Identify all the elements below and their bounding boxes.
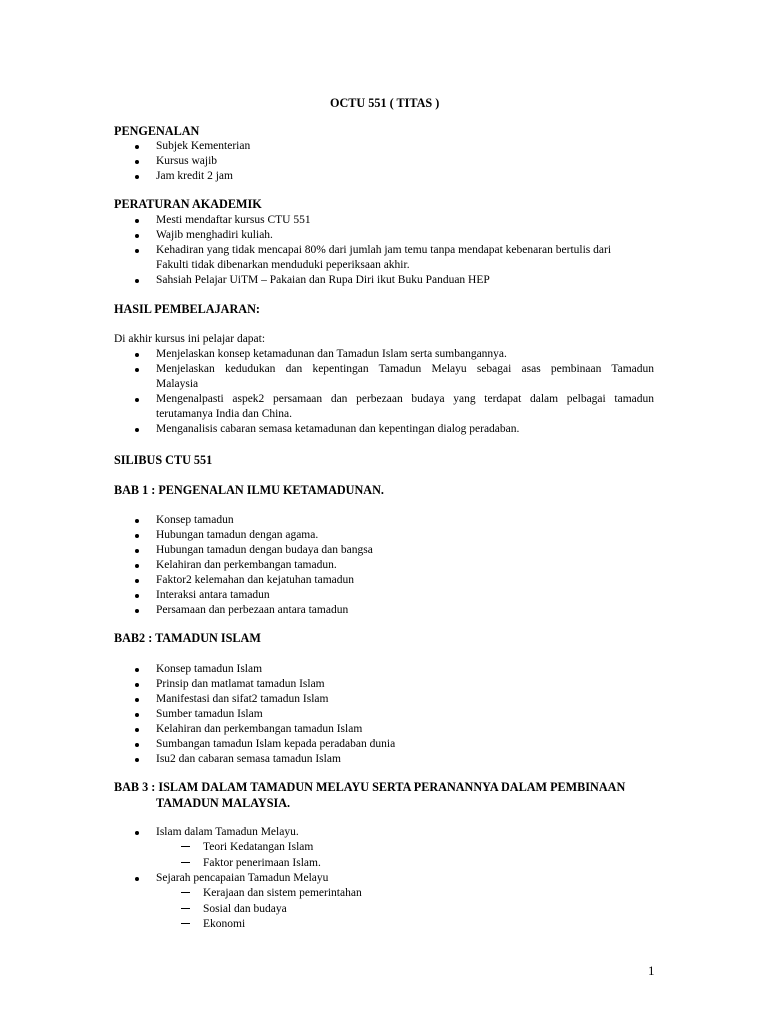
section-heading-peraturan: PERATURAN AKADEMIK — [114, 197, 262, 211]
bullet — [135, 683, 139, 687]
list-item: Prinsip dan matlamat tamadun Islam — [156, 678, 325, 690]
list-item-continuation: Fakulti tidak dibenarkan menduduki peperiksaan akhir. — [156, 259, 410, 271]
bullet — [135, 249, 139, 253]
bullet — [135, 579, 139, 583]
dash-bullet — [181, 862, 190, 863]
bullet — [135, 160, 139, 164]
bullet — [135, 534, 139, 538]
chapter-heading-bab3: BAB 3 : ISLAM DALAM TAMADUN MELAYU SERTA PERANANNYA DALAM PEMBINAAN — [114, 780, 626, 794]
dash-bullet — [181, 846, 190, 847]
list-item: Kelahiran dan perkembangan tamadun Islam — [156, 723, 363, 735]
bullet — [135, 279, 139, 283]
bullet — [135, 668, 139, 672]
section-heading-pengenalan: PENGENALAN — [114, 124, 200, 138]
list-item: Manifestasi dan sifat2 tamadun Islam — [156, 693, 329, 705]
chapter-heading-bab2: BAB2 : TAMADUN ISLAM — [114, 631, 261, 645]
list-item: Wajib menghadiri kuliah. — [156, 229, 273, 241]
list-item: Sumber tamadun Islam — [156, 708, 263, 720]
list-item: Isu2 dan cabaran semasa tamadun Islam — [156, 753, 341, 765]
sub-list-item: Teori Kedatangan Islam — [203, 841, 314, 853]
list-item: Sejarah pencapaian Tamadun Melayu — [156, 872, 329, 884]
page-number: 1 — [648, 963, 655, 978]
list-item: Faktor2 kelemahan dan kejatuhan tamadun — [156, 574, 354, 586]
sub-list-item: Ekonomi — [203, 918, 246, 930]
bullet — [135, 549, 139, 553]
section-heading-hasil: HASIL PEMBELAJARAN: — [114, 302, 260, 316]
list-item: Subjek Kementerian — [156, 140, 251, 152]
list-item: Menjelaskan kedudukan dan kepentingan Tamadun Melayu sebagai asas pembinaan Tamadun — [156, 363, 654, 375]
bullet — [135, 831, 139, 835]
list-item: Islam dalam Tamadun Melayu. — [156, 826, 299, 838]
list-item: Konsep tamadun — [156, 514, 234, 526]
list-item: Konsep tamadun Islam — [156, 663, 263, 675]
list-item: Hubungan tamadun dengan budaya dan bangsa — [156, 544, 373, 556]
bullet — [135, 743, 139, 747]
list-item: Hubungan tamadun dengan agama. — [156, 529, 319, 541]
list-item: Menganalisis cabaran semasa ketamadunan dan kepentingan dialog peradaban. — [156, 423, 520, 435]
list-item-continuation: Malaysia — [156, 378, 199, 390]
sub-list-item: Faktor penerimaan Islam. — [203, 857, 321, 869]
list-item: Menjelaskan konsep ketamadunan dan Tamadun Islam serta sumbangannya. — [156, 348, 507, 360]
bullet — [135, 353, 139, 357]
bullet — [135, 713, 139, 717]
bullet — [135, 728, 139, 732]
bullet — [135, 368, 139, 372]
section-intro: Di akhir kursus ini pelajar dapat: — [114, 333, 266, 345]
bullet — [135, 145, 139, 149]
sub-list-item: Sosial dan budaya — [203, 903, 287, 915]
dash-bullet — [181, 892, 190, 893]
list-item: Interaksi antara tamadun — [156, 589, 270, 601]
bullet — [135, 609, 139, 613]
list-item: Kelahiran dan perkembangan tamadun. — [156, 559, 337, 571]
list-item: Jam kredit 2 jam — [156, 170, 233, 182]
bullet — [135, 564, 139, 568]
dash-bullet — [181, 923, 190, 924]
bullet — [135, 877, 139, 881]
chapter-heading-bab1: BAB 1 : PENGENALAN ILMU KETAMADUNAN. — [114, 483, 384, 497]
dash-bullet — [181, 908, 190, 909]
bullet — [135, 398, 139, 402]
document-title: OCTU 551 ( TITAS ) — [330, 96, 440, 110]
bullet — [135, 594, 139, 598]
bullet — [135, 175, 139, 179]
list-item: Sumbangan tamadun Islam kepada peradaban dunia — [156, 738, 396, 750]
bullet — [135, 428, 139, 432]
list-item: Sahsiah Pelajar UiTM – Pakaian dan Rupa Diri ikut Buku Panduan HEP — [156, 274, 490, 286]
bullet — [135, 519, 139, 523]
bullet — [135, 698, 139, 702]
list-item: Persamaan dan perbezaan antara tamadun — [156, 604, 349, 616]
bullet — [135, 234, 139, 238]
list-item: Mesti mendaftar kursus CTU 551 — [156, 214, 311, 226]
section-heading-silibus: SILIBUS CTU 551 — [114, 453, 213, 467]
bullet — [135, 219, 139, 223]
bullet — [135, 758, 139, 762]
list-item: Kursus wajib — [156, 155, 218, 167]
sub-list-item: Kerajaan dan sistem pemerintahan — [203, 887, 362, 899]
chapter-heading-bab3-continuation: TAMADUN MALAYSIA. — [156, 796, 291, 810]
list-item-continuation: terutamanya India dan China. — [156, 408, 293, 420]
list-item: Kehadiran yang tidak mencapai 80% dari jumlah jam temu tanpa mendapat kebenaran bertulis dari — [156, 244, 612, 256]
list-item: Mengenalpasti aspek2 persamaan dan perbezaan budaya yang terdapat dalam pelbagai tamadun — [156, 393, 654, 405]
